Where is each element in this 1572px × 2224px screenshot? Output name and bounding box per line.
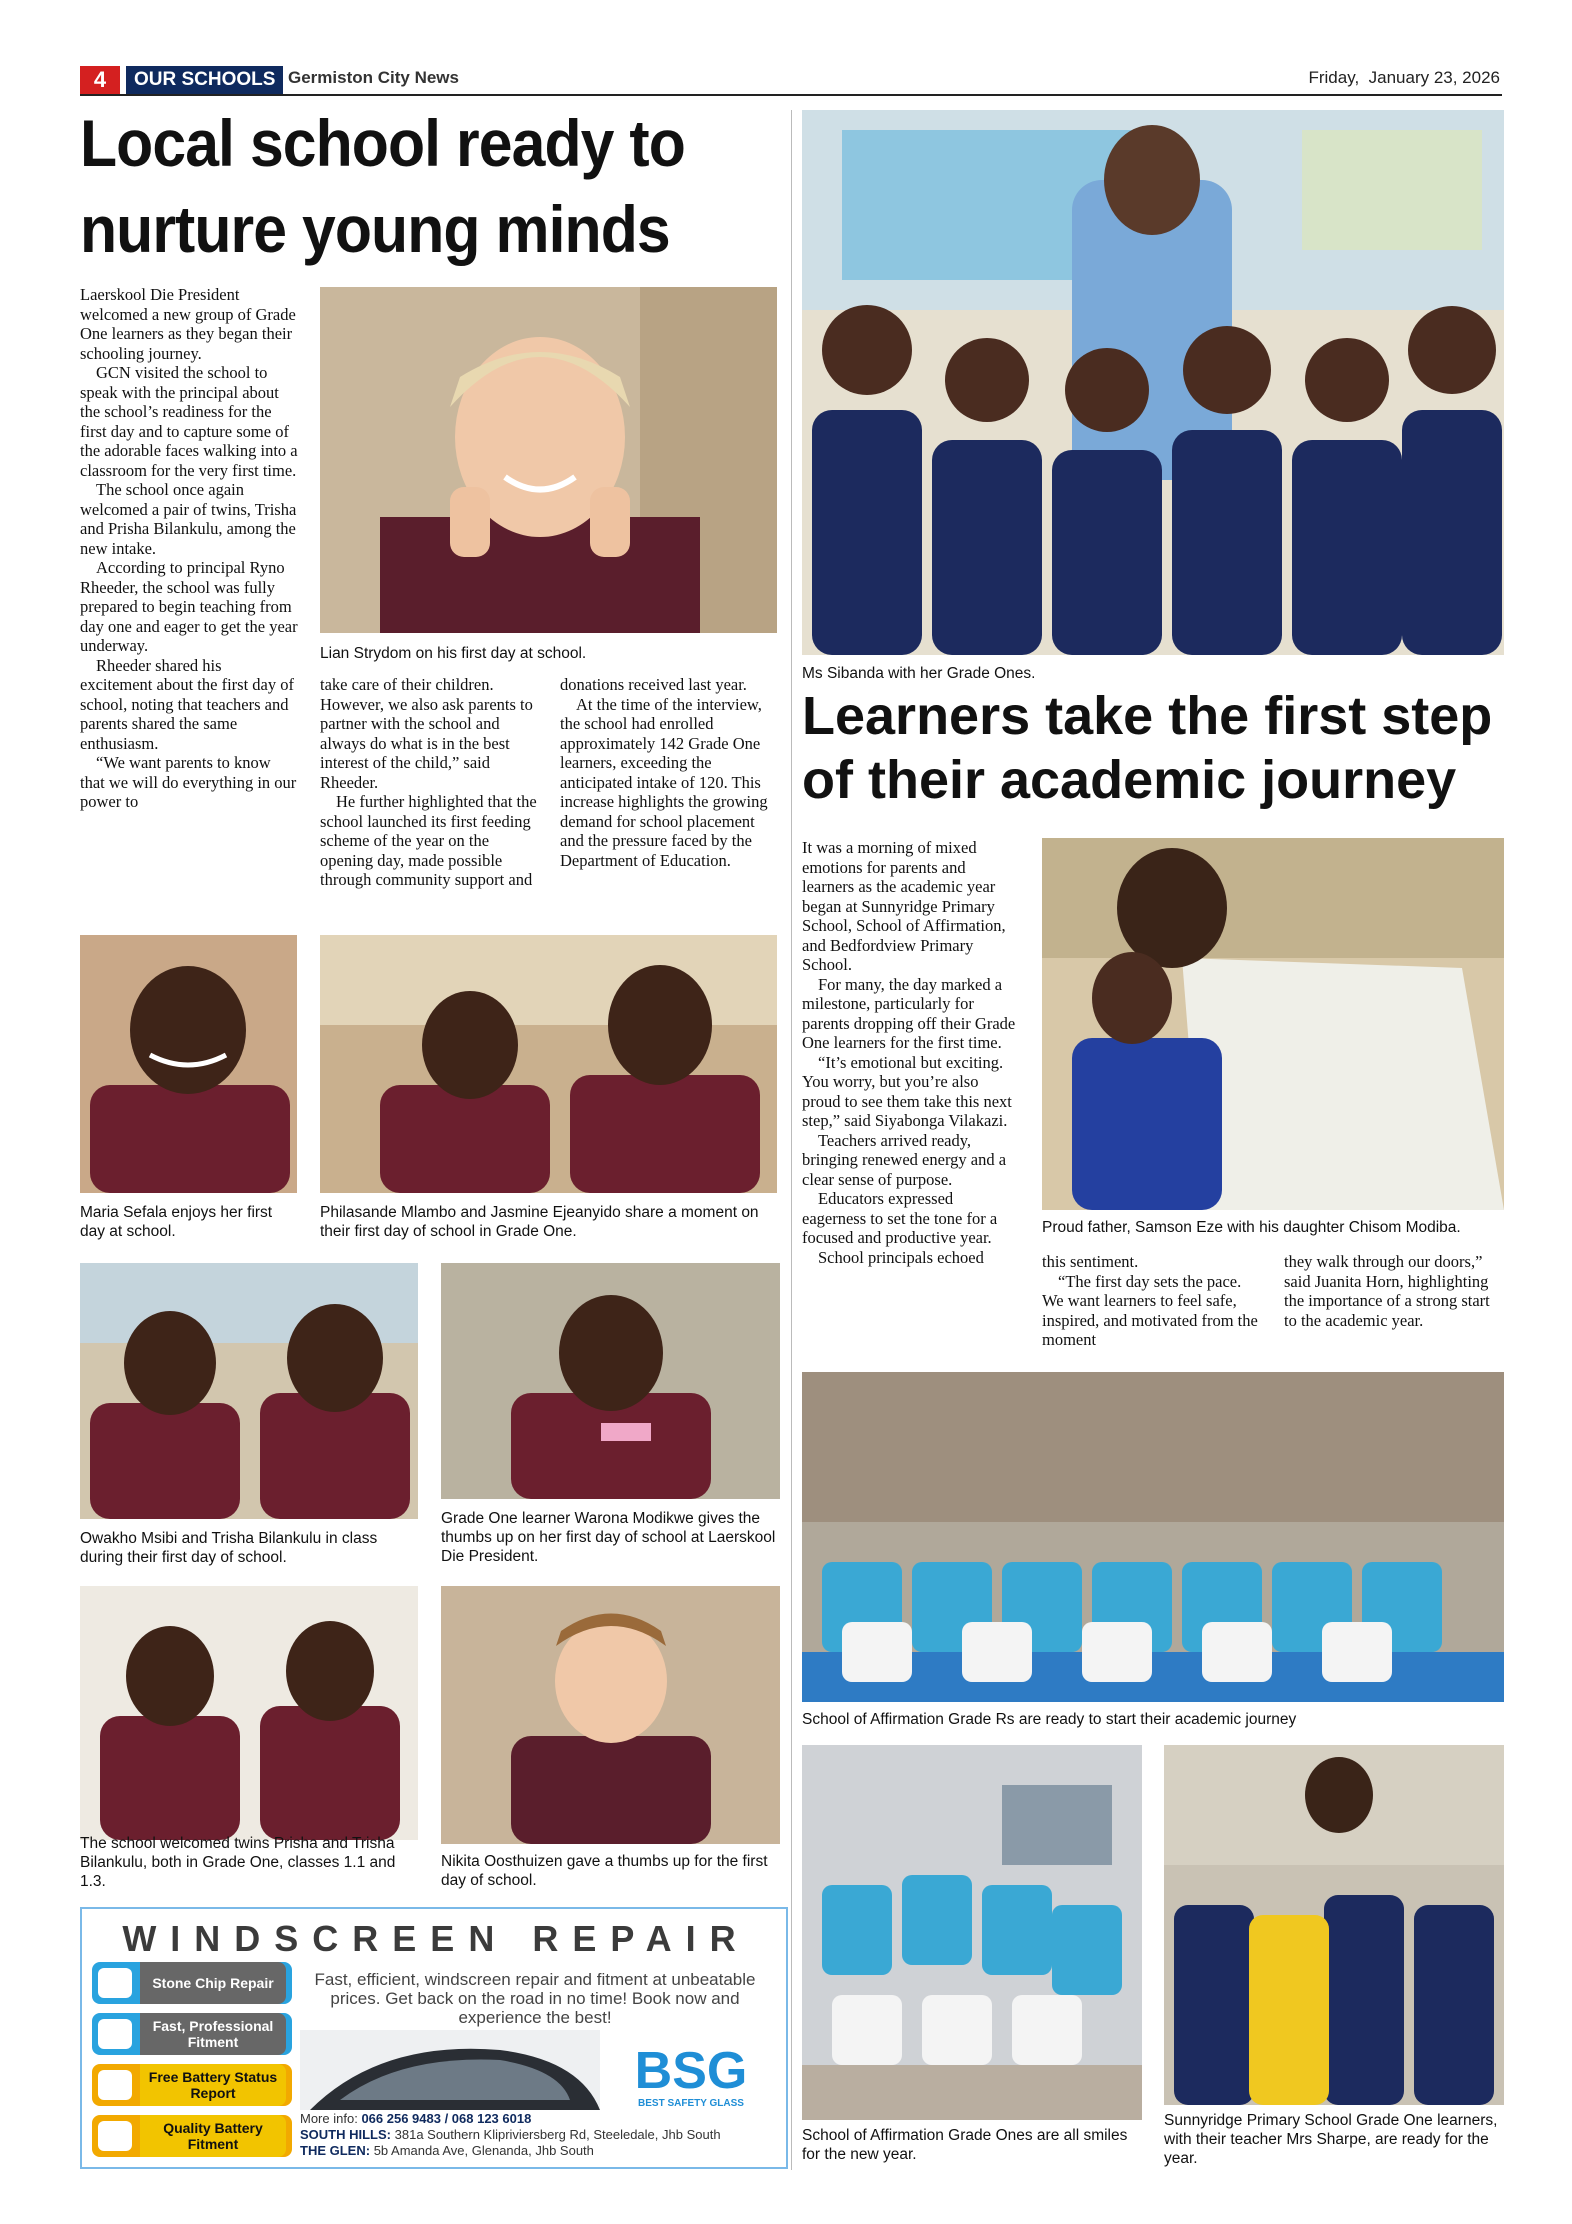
paragraph: GCN visited the school to speak with the principal about the school’s readiness for the first day and to capture some of the adorable faces walking into a classroom for the very first time. <box>80 363 298 480</box>
paragraph: At the time of the interview, the school had enrolled approximately 142 Grade One learners, exceeding the anticipated intake of 120. This increase highlights the growing demand for school placement and the pressure faced by the Department of Education. <box>560 694 768 870</box>
paragraph: “We want parents to know that we will do everything in our power to <box>80 753 297 811</box>
photo-maria-sefala <box>80 935 297 1193</box>
bsg-logo-text: BSG <box>634 2042 748 2100</box>
article1-column-1 <box>80 285 298 812</box>
article1-column-2 <box>320 675 537 890</box>
bsg-logo <box>610 2042 772 2112</box>
caption-lian: Lian Strydom on his first day at school. <box>320 645 587 662</box>
paragraph: donations received last year. <box>560 675 747 694</box>
ad-phone-line <box>300 2111 780 2127</box>
issue-date: Friday, January 23, 2026 <box>1308 68 1500 87</box>
caption-warona: Grade One learner Warona Modikwe gives the thumbs up on her first day of school at Laerskool Die President. <box>441 1510 776 1565</box>
ad-branch-1-label: SOUTH HILLS: <box>300 2127 391 2142</box>
battery-icon <box>98 2070 132 2100</box>
caption-maria: Maria Sefala enjoys her first day at school. <box>80 1204 273 1240</box>
publication-name: Germiston City News <box>288 68 459 87</box>
ad-copy: Fast, efficient, windscreen repair and fitment at unbeatable prices. Get back on the road in no time! Book now and experience the best! <box>314 1970 756 2027</box>
caption-affirmation-1: School of Affirmation Grade Ones are all smiles for the new year. <box>802 2127 1128 2163</box>
ad-branch-1-address: 381a Southern Klipriviersberg Rd, Steeledale, Jhb South <box>394 2127 721 2142</box>
paragraph: He further highlighted that the school launched its first feeding scheme of the year on the opening day, made possible through community support and <box>320 792 537 889</box>
paragraph: “It’s emotional but exciting. You worry, but you’re also proud to see them take this next step,” said Siyabonga Vilakazi. <box>802 1052 1012 1130</box>
article2-column-2 <box>1042 1252 1260 1350</box>
paragraph: they walk through our doors,” said Juanita Horn, highlighting the importance of a strong start to the academic year. <box>1284 1252 1490 1330</box>
caption-affirmation-r: School of Affirmation Grade Rs are ready to start their academic journey <box>802 1711 1297 1728</box>
ad-branch-2-label: THE GLEN: <box>300 2143 371 2158</box>
caption-twins: The school welcomed twins Prisha and Trisha Bilankulu, both in Grade One, classes 1.1 and 1.3. <box>80 1835 396 1890</box>
ad-service-label: Stone Chip Repair <box>140 1962 286 2004</box>
photo-warona-modikwe <box>441 1263 780 1499</box>
car-chip-icon <box>98 1968 132 1998</box>
article2-column-3 <box>1284 1252 1504 1330</box>
article2-column-1 <box>802 838 1020 1267</box>
bsg-logo-subtext: BEST SAFETY GLASS <box>638 2098 744 2109</box>
article1-headline-line2: nurture young minds <box>80 192 670 266</box>
header-rule <box>80 94 1502 96</box>
photo-sibanda-grade-ones <box>802 110 1504 655</box>
caption-sunnyridge: Sunnyridge Primary School Grade One learners, with their teacher Mrs Sharpe, are ready for the year. <box>1164 2112 1498 2167</box>
ad-phones[interactable]: 066 256 9483 / 068 123 6018 <box>361 2111 532 2126</box>
ad-service-fitment <box>92 2013 292 2055</box>
article2-headline-line2: of their academic journey <box>802 750 1457 810</box>
page-number: 4 <box>80 66 120 94</box>
paragraph: According to principal Ryno Rheeder, the school was fully prepared to begin teaching from day one and eager to get the year underway. <box>80 558 298 655</box>
ad-service-stone-chip <box>92 1962 292 2004</box>
ad-branch-1 <box>300 2127 780 2143</box>
photo-affirmation-grade-r <box>802 1372 1504 1702</box>
paragraph: The school once again welcomed a pair of twins, Trisha and Prisha Bilankulu, among the new intake. <box>80 480 297 558</box>
paragraph: this sentiment. <box>1042 1252 1139 1271</box>
ad-more-info-label: More info: <box>300 2111 358 2126</box>
article2-headline <box>802 684 1502 812</box>
section-tag: OUR SCHOOLS <box>126 66 283 94</box>
paragraph: Teachers arrived ready, bringing renewed energy and a clear sense of purpose. <box>802 1130 1007 1189</box>
photo-nikita-oosthuizen <box>441 1586 780 1844</box>
photo-twins-bilankulu <box>80 1586 418 1840</box>
ad-service-label: Free Battery Status Report <box>140 2064 286 2106</box>
battery-car-icon <box>98 2121 132 2151</box>
windscreen-icon <box>98 2019 132 2049</box>
photo-lian-strydom <box>320 287 777 633</box>
ad-service-battery-fitment <box>92 2115 292 2157</box>
paragraph: Laerskool Die President welcomed a new group of Grade One learners as they began their schooling journey. <box>80 285 296 363</box>
ad-branch-2 <box>300 2143 780 2159</box>
ad-service-label: Fast, Professional Fitment <box>140 2013 286 2055</box>
caption-sibanda: Ms Sibanda with her Grade Ones. <box>802 665 1036 682</box>
photo-philasande-jasmine <box>320 935 777 1193</box>
photo-owakho-trisha <box>80 1263 418 1519</box>
photo-sunnyridge-grade-ones <box>1164 1745 1504 2105</box>
article1-headline <box>80 100 724 272</box>
ad-branch-2-address: 5b Amanda Ave, Glenanda, Jhb South <box>373 2143 594 2158</box>
paragraph: School principals echoed <box>818 1247 984 1267</box>
article1-headline-line1: Local school ready to <box>80 106 685 180</box>
ad-contact-info <box>300 2111 780 2159</box>
paragraph: “The first day sets the pace. We want learners to feel safe, inspired, and motivated from the moment <box>1042 1271 1258 1349</box>
caption-nikita: Nikita Oosthuizen gave a thumbs up for the first day of school. <box>441 1853 768 1889</box>
paragraph: Rheeder shared his excitement about the first day of school, noting that teachers and parents shared the same enthusiasm. <box>80 655 294 753</box>
photo-samson-eze <box>1042 838 1504 1210</box>
ad-car-photo <box>300 2030 600 2110</box>
article1-column-3 <box>560 675 778 870</box>
ad-service-battery-report <box>92 2064 292 2106</box>
article2-headline-line1: Learners take the first step <box>802 686 1493 746</box>
paragraph: It was a morning of mixed emotions for parents and learners as the academic year began at Sunnyridge Primary School, School of Affirmation, and Bedfordview Primary School. <box>802 838 1006 974</box>
caption-philasande: Philasande Mlambo and Jasmine Ejeanyido share a moment on their first day of school in Grade One. <box>320 1204 759 1240</box>
ad-title: WINDSCREEN REPAIR <box>122 1918 750 1959</box>
paragraph: Educators expressed eagerness to set the tone for a focused and productive year. <box>802 1189 998 1247</box>
paragraph: take care of their children. However, we also ask parents to partner with the school and always do what is in the best interest of the child,” said Rheeder. <box>320 675 533 792</box>
ad-service-label: Quality Battery Fitment <box>140 2115 286 2157</box>
caption-samson: Proud father, Samson Eze with his daughter Chisom Modiba. <box>1042 1219 1461 1236</box>
photo-affirmation-grade-ones <box>802 1745 1142 2120</box>
column-divider <box>791 110 792 2170</box>
caption-owakho: Owakho Msibi and Trisha Bilankulu in class during their first day of school. <box>80 1530 378 1566</box>
paragraph: For many, the day marked a milestone, particularly for parents dropping off their Grade One learners for the first time. <box>802 974 1016 1052</box>
